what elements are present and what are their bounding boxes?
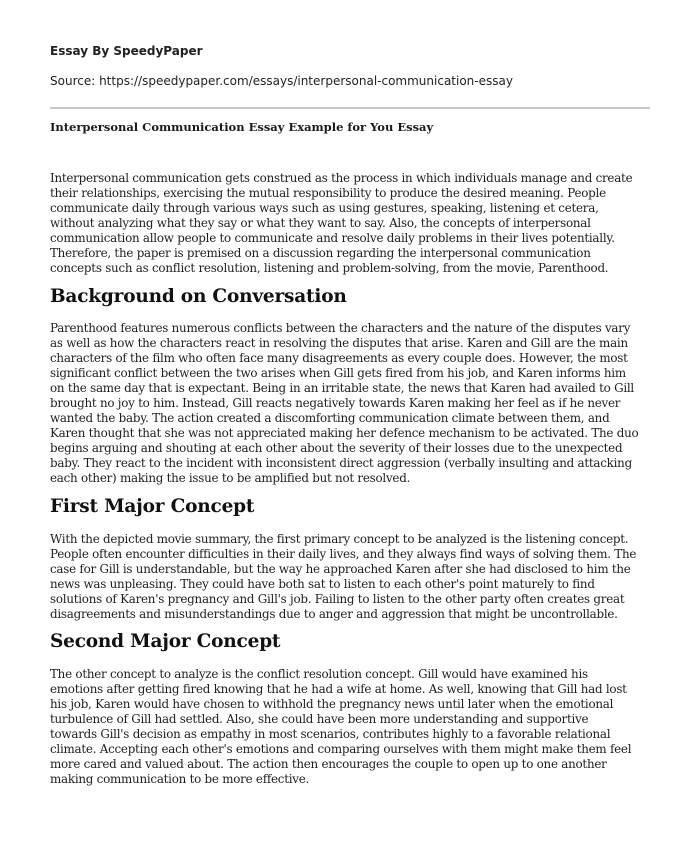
paragraph-line: his job, Karen would have chosen to withhold the pregnancy news until later when the emotional	[50, 697, 614, 712]
paragraph-line: Karen thought that she was not appreciated making her defence mechanism to be activated. The duo	[50, 426, 639, 441]
paragraph-line: The other concept to analyze is the conflict resolution concept. Gill would have examined his	[50, 667, 588, 681]
source-line: Source: https://speedypaper.com/essays/interpersonal-communication-essay	[50, 74, 513, 88]
paragraph-line: Parenthood features numerous conflicts between the characters and the nature of the disputes vary	[50, 321, 631, 335]
paragraph-line: on the same day that is expectant. Being in an irritable state, the news that Karen had availed to Gill	[50, 381, 634, 396]
paragraph-line: their relationships, exercising the mutual responsibility to produce the desired meaning. People	[50, 186, 606, 201]
header-divider	[50, 107, 650, 109]
paragraph-line: concepts such as conflict resolution, listening and problem-solving, from the movie, Parenthood.	[50, 261, 609, 276]
paragraph-line: Interpersonal communication gets construed as the process in which individuals manage and create	[50, 171, 633, 185]
section-heading: First Major Concept	[50, 496, 255, 517]
paragraph-line: emotions after getting fired knowing that he had a wife at home. As well, knowing that Gill had lost	[50, 682, 627, 697]
paragraph-line: towards Gill's decision as empathy in most scenarios, contributes highly to a favorable relational	[50, 727, 611, 742]
paragraph-line: brought no joy to him. Instead, Gill reacts negatively towards Karen making her feel as if he never	[50, 396, 621, 411]
brand-title: Essay By SpeedyPaper	[50, 44, 203, 58]
section-paragraph	[50, 532, 654, 622]
section-heading: Background on Conversation	[50, 286, 347, 307]
section-paragraph	[50, 667, 654, 787]
paragraph-line: disagreements and misunderstandings due to anger and aggression that might be uncontrollable.	[50, 607, 618, 622]
section-paragraph	[50, 321, 654, 487]
paragraph-line: communicate daily through various ways such as using gestures, speaking, listening et cetera,	[50, 201, 599, 216]
paragraph-line: as well as how the characters react in resolving the disputes that arise. Karen and Gill are the main	[50, 336, 628, 351]
section-heading: Second Major Concept	[50, 631, 281, 652]
paragraph-line: significant conflict between the two arises when Gill gets fired from his job, and Karen informs him	[50, 366, 626, 381]
paragraph-line: characters of the film who often face many disagreements as every couple does. However, the most	[50, 351, 628, 366]
paragraph-line: wanted the baby. The action created a discomforting communication climate between them, and	[50, 411, 610, 426]
paragraph-line: news was unpleasing. They could have both sat to listen to each other's point maturely to find	[50, 577, 595, 592]
paragraph-line: With the depicted movie summary, the first primary concept to be analyzed is the listening concept.	[50, 532, 629, 546]
paragraph-line: solutions of Karen's pregnancy and Gill's job. Failing to listen to the other party often creates great	[50, 592, 625, 607]
intro-paragraph	[50, 171, 654, 276]
paragraph-line: Therefore, the paper is premised on a discussion regarding the interpersonal communication	[50, 246, 591, 261]
paragraph-line: each other) making the issue to be amplified but not resolved.	[50, 471, 411, 486]
paragraph-line: communication allow people to communicate and resolve daily problems in their lives potentially.	[50, 231, 615, 246]
paragraph-line: turbulence of Gill had settled. Also, she could have been more understanding and supportive	[50, 712, 589, 727]
paragraph-line: begins arguing and shouting at each other about the severity of their losses due to the unexpected	[50, 441, 623, 456]
paragraph-line: making communication to be more effective.	[50, 772, 310, 787]
paragraph-line: without analyzing what they say or what they want to say. Also, the concepts of interpersonal	[50, 216, 591, 231]
paragraph-line: baby. They react to the incident with inconsistent direct aggression (verbally insulting and attacking	[50, 456, 632, 471]
paragraph-line: more cared and valued about. The action then encourages the couple to open up to one another	[50, 757, 607, 772]
paragraph-line: climate. Accepting each other's emotions and comparing ourselves with them might make them feel	[50, 742, 632, 757]
paragraph-line: People often encounter difficulties in their daily lives, and they always find ways of solving them. The	[50, 547, 637, 562]
document-title: Interpersonal Communication Essay Example for You Essay	[50, 120, 434, 134]
paragraph-line: case for Gill is understandable, but the way he approached Karen after she had disclosed to him the	[50, 562, 631, 577]
